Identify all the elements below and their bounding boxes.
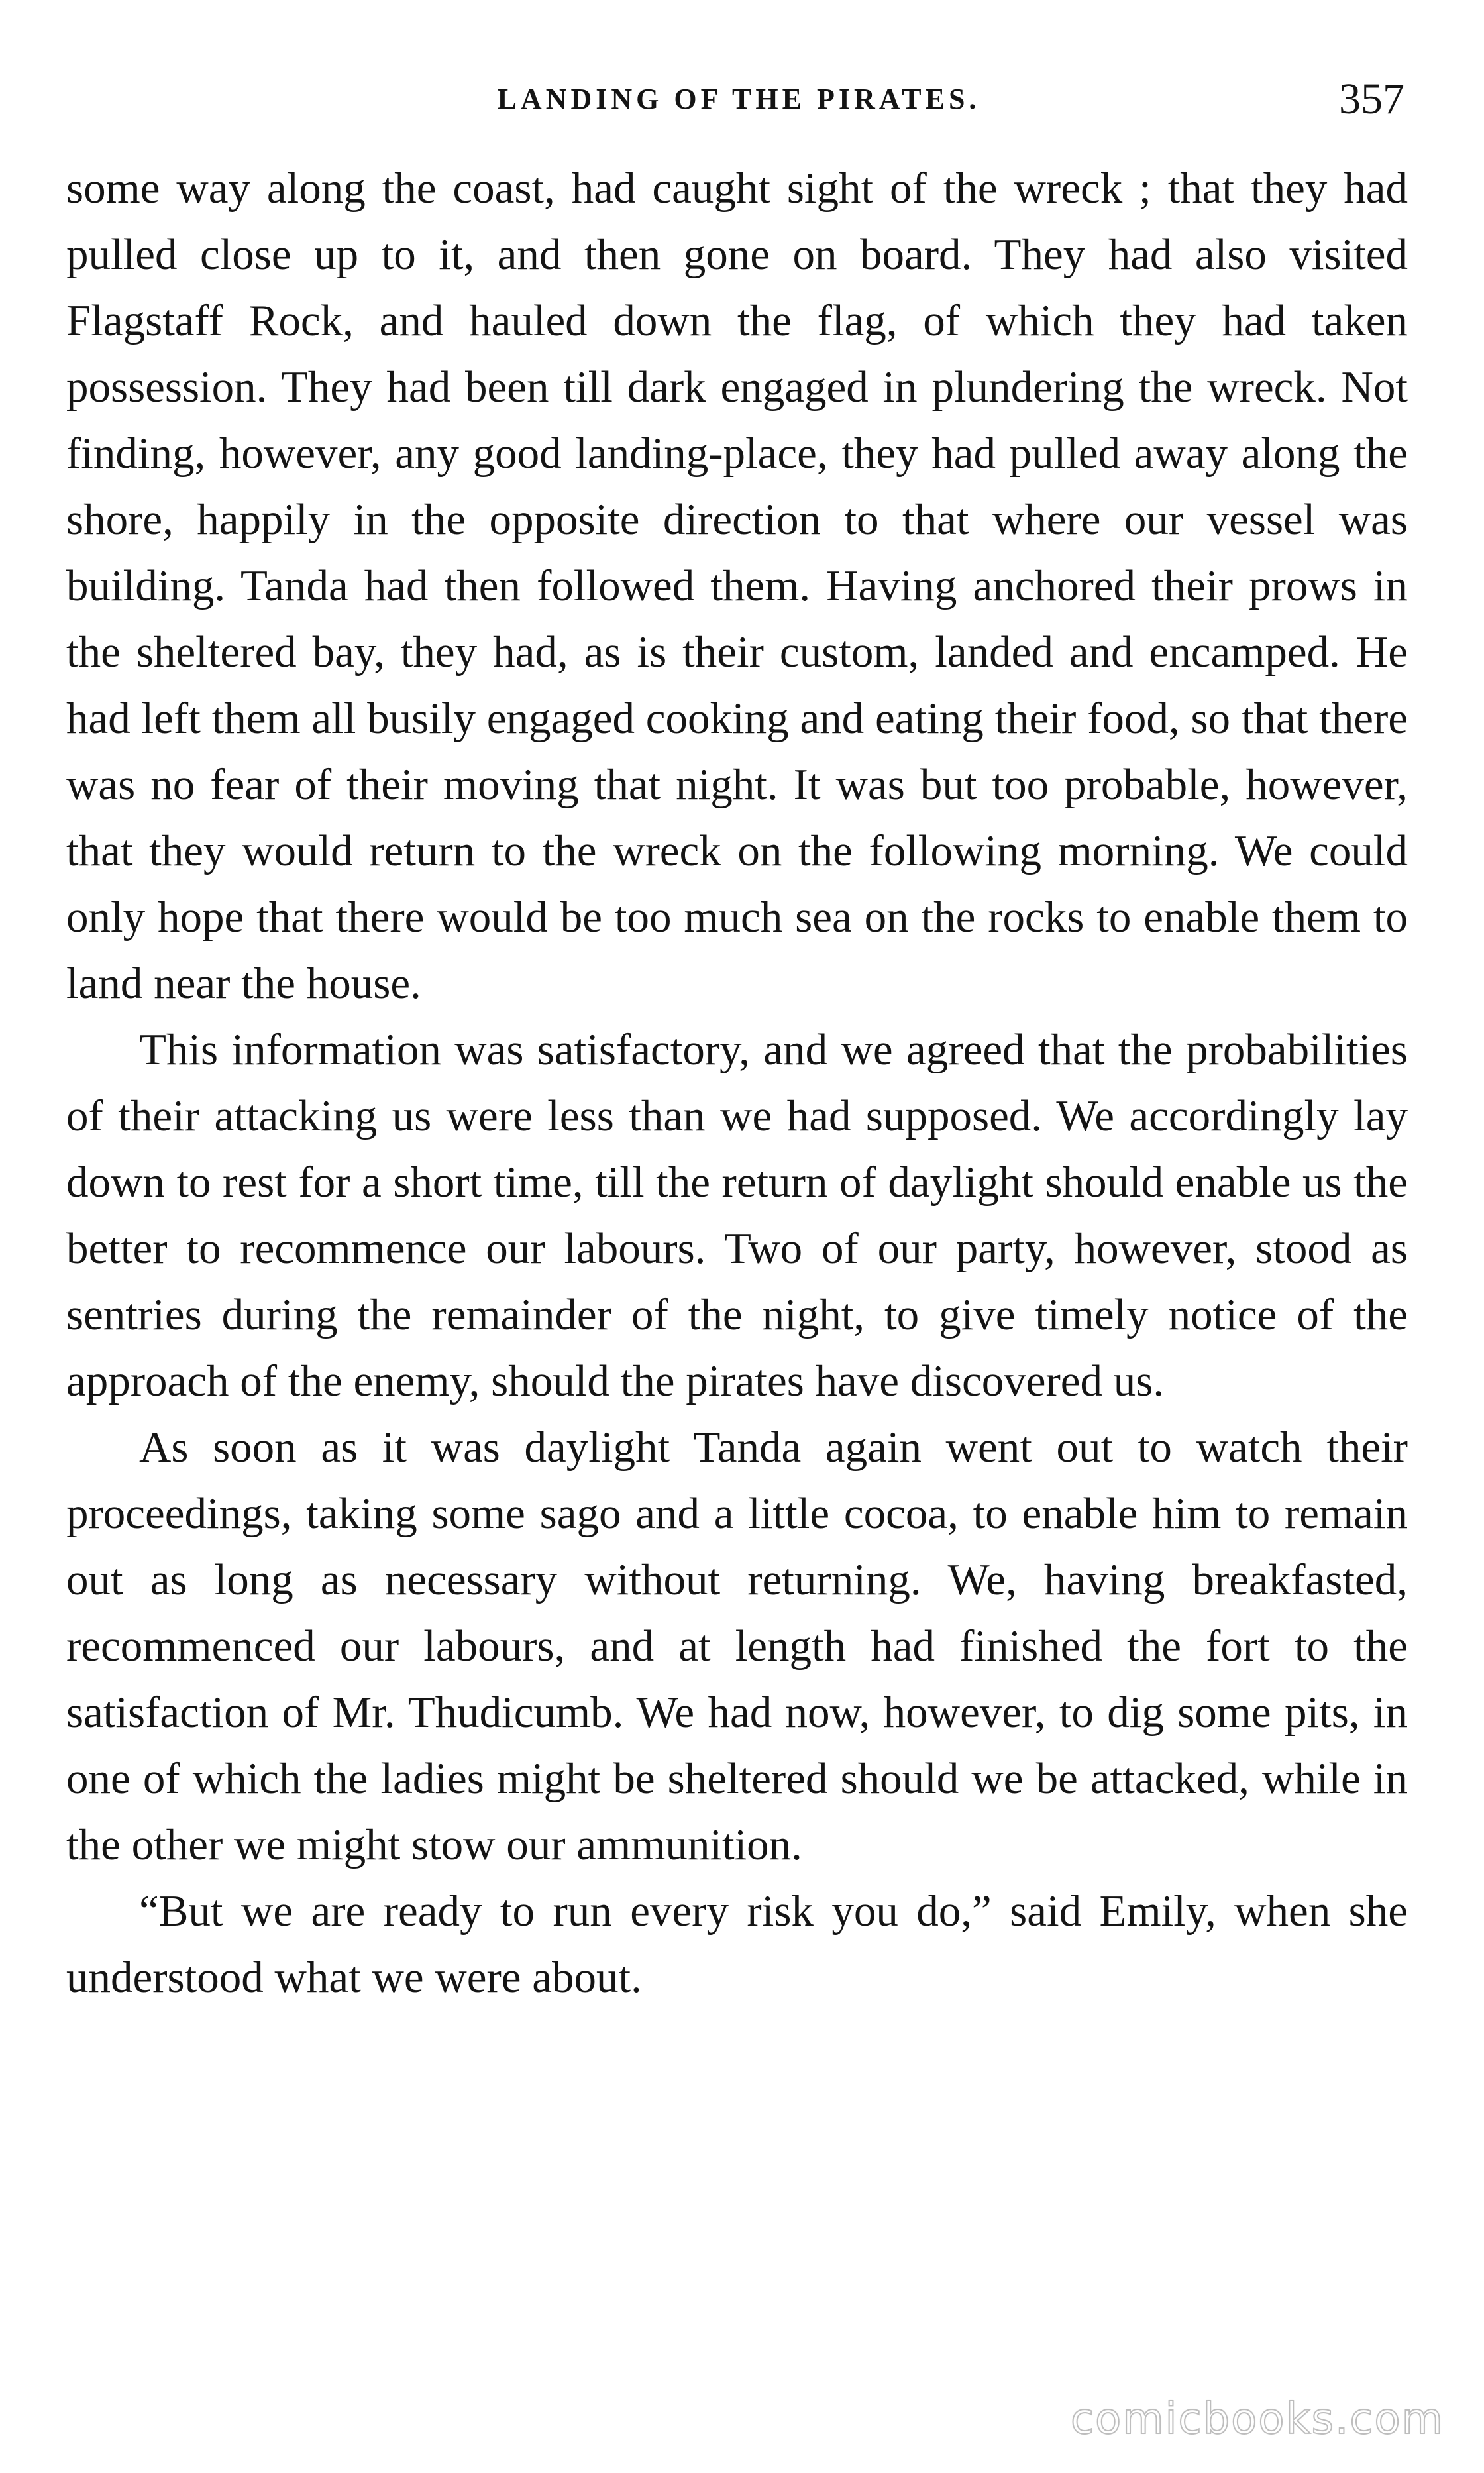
- paragraph-1: some way along the coast, had caught sight of the wreck ; that they had pulled close up to it, and then gone on board. They had also visited Flagstaff Rock, and hauled down the flag, of which they had taken possession. They had been till dark engaged in plundering the wreck. Not finding, however, any good landing-place, they had pulled away along the shore, happily in the opposite direction to that where our vessel was building. Tanda had then followed them. Having anchored their prows in the sheltered bay, they had, as is their custom, landed and encamped. He had left them all busily engaged cooking and eating their food, so that there was no fear of their moving that night. It was but too probable, however, that they would return to the wreck on the following morning. We could only hope that there would be too much sea on the rocks to enable them to land near the house.: [66, 164, 1408, 1008]
- paragraph-3: As soon as it was daylight Tanda again went out to watch their proceedings, taking some sago and a little cocoa, to enable him to remain out as long as necessary without returning. We, having breakfasted, recommenced our labours, and at length had finished the fort to the satisfaction of Mr. Thudicumb. We had now, however, to dig some pits, in one of which the ladies might be sheltered should we be attacked, while in the other we might stow our ammunition.: [66, 1423, 1408, 1869]
- page-header: [73, 66, 1404, 133]
- body-text: [66, 155, 1408, 2010]
- paragraph-4: “But we are ready to run every risk you do,” said Emily, when she understood what we were about.: [66, 1887, 1408, 2002]
- watermark: comicbooks.com: [1070, 2395, 1444, 2444]
- page-number: 357: [1339, 75, 1404, 123]
- running-head: LANDING OF THE PIRATES.: [497, 83, 980, 115]
- paragraph-2: This information was satisfactory, and we agreed that the probabilities of their attacking us were less than we had supposed. We accordingly lay down to rest for a short time, till the return of daylight should enable us the better to recommence our labours. Two of our party, however, stood as sentries during the remainder of the night, to give timely notice of the approach of the enemy, should the pirates have discovered us.: [66, 1025, 1408, 1405]
